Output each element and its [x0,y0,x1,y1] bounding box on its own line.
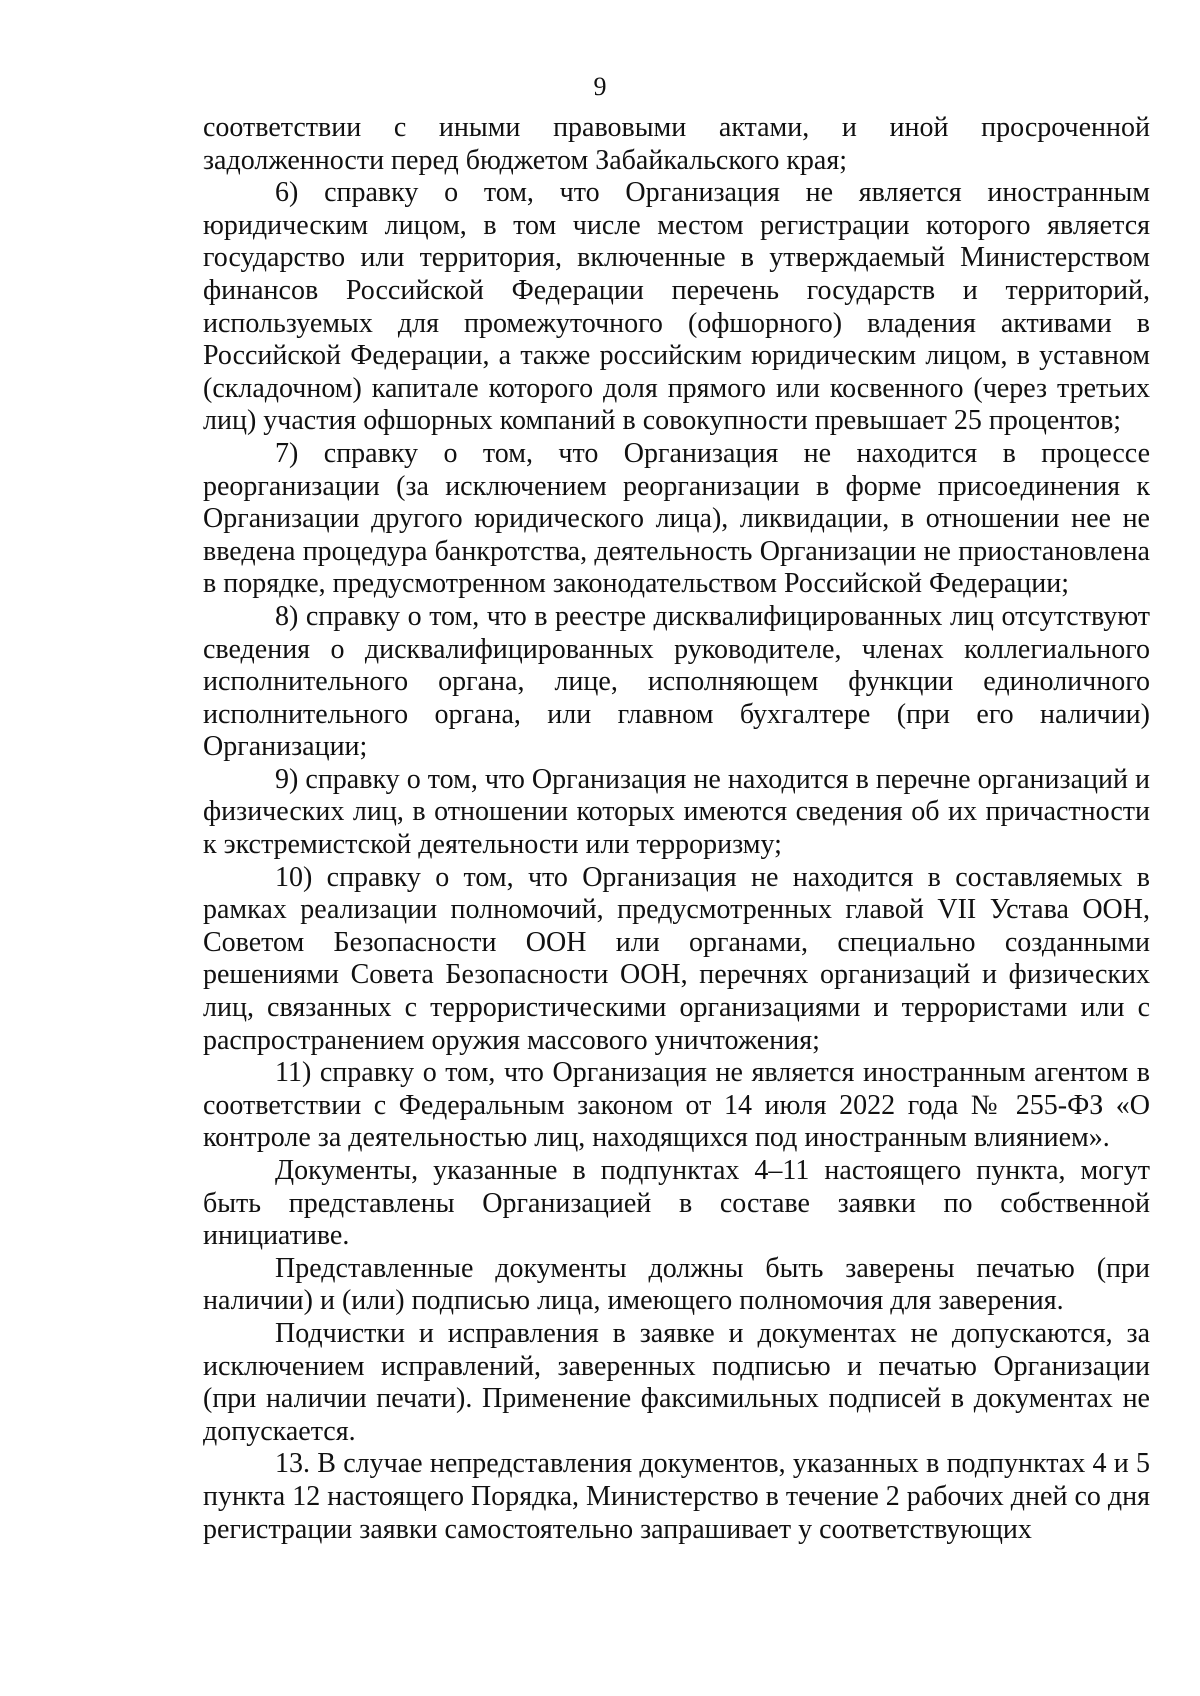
paragraph-section-13: 13. В случае непредставления документов, указанных в подпунктах 4 и 5 пункта 12 настоящего Порядка, Министерство в течение 2 рабочих дней со дня регистрации заявки самостоятельно запрашивает у соответствующих [203,1448,1150,1545]
paragraph-item-8: 8) справку о том, что в реестре дисквалифицированных лиц отсутствуют сведения о дисквалифицированных руководителе, членах коллегиального исполнительного органа, лице, исполняющем функции единоличного исполнительного органа, или главном бухгалтере (при его наличии) Организации; [203,600,1150,763]
page-number: 9 [593,72,607,101]
paragraph-corrections: Подчистки и исправления в заявке и документах не допускаются, за исключением исправлений, заверенных подписью и печатью Организации (при наличии печати). Применение факсимильных подписей в документах не допускается. [203,1317,1150,1447]
paragraph-item-10: 10) справку о том, что Организация не находится в составляемых в рамках реализации полномочий, предусмотренных главой VII Устава ООН, Советом Безопасности ООН или органами, специально созданными решениями Совета Безопасности ООН, перечнях организаций и физических лиц, связанных с террористическими организациями и террористами или с распространением оружия массового уничтожения; [203,861,1150,1056]
paragraph-item-11: 11) справку о том, что Организация не является иностранным агентом в соответствии с Федеральным законом от 14 июля 2022 года № 255-ФЗ «О контроле за деятельностью лиц, находящихся под иностранным влиянием». [203,1057,1150,1154]
paragraph-certification: Представленные документы должны быть заверены печатью (при наличии) и (или) подписью лица, имеющего полномочия для заверения. [203,1252,1150,1317]
paragraph-item-9: 9) справку о том, что Организация не находится в перечне организаций и физических лиц, в отношении которых имеются сведения об их причастности к экстремистской деятельности или терроризму; [203,763,1150,861]
paragraph-item-6: 6) справку о том, что Организация не является иностранным юридическим лицом, в том числе местом регистрации которого является государство или территория, включенные в утверждаемый Министерством финансов Российской Федерации перечень государств и территорий, используемых для промежуточного (офшорного) владения активами в Российской Федерации, а также российским юридическим лицом, в уставном (складочном) капитале которого доля прямого или косвенного (через третьих лиц) участия офшорных компаний в совокупности превышает 25 процентов; [203,177,1150,437]
paragraph-documents-optional: Документы, указанные в подпунктах 4–11 настоящего пункта, могут быть представлены Организацией в составе заявки по собственной инициативе. [203,1155,1150,1252]
document-body [203,112,1150,1546]
paragraph-continuation: соответствии с иными правовыми актами, и иной просроченной задолженности перед бюджетом Забайкальского края; [203,112,1150,176]
paragraph-item-7: 7) справку о том, что Организация не находится в процессе реорганизации (за исключением реорганизации в форме присоединения к Организации другого юридического лица), ликвидации, в отношении нее не введена процедура банкротства, деятельность Организации не приостановлена в порядке, предусмотренном законодательством Российской Федерации; [203,437,1150,600]
